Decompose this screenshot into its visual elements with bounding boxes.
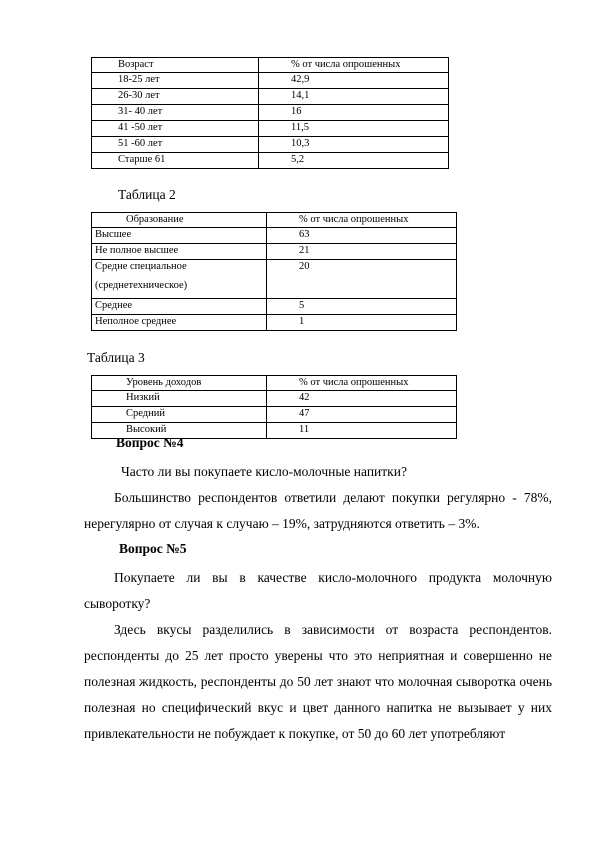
table-cell: 42,9	[259, 73, 449, 89]
table-cell: 5,2	[259, 153, 449, 169]
table-cell: 51 -60 лет	[92, 137, 259, 153]
question-4-text: Часто ли вы покупаете кисло-молочные напитки?	[121, 464, 407, 479]
table-row	[92, 153, 449, 169]
table-cell: 42	[267, 391, 457, 407]
table-row	[92, 137, 449, 153]
table-row	[92, 121, 449, 137]
table-header-cell: Уровень доходов	[92, 376, 267, 391]
table-row	[92, 89, 449, 105]
table-cell: 11	[267, 423, 457, 439]
table-header-cell: Возраст	[92, 58, 259, 73]
question-4-heading: Вопрос №4	[116, 435, 184, 450]
table-header-cell: Образование	[92, 213, 267, 228]
table-cell: Высокий	[92, 423, 267, 439]
table-cell: Неполное среднее	[92, 315, 267, 331]
table-cell: Не полное высшее	[92, 244, 267, 260]
table-cell: 47	[267, 407, 457, 423]
table-cell: Низкий	[92, 391, 267, 407]
question-5-heading: Вопрос №5	[119, 541, 187, 556]
table-row	[92, 73, 449, 89]
table-header-row	[92, 376, 457, 391]
income-table	[91, 375, 457, 439]
table-cell: 26-30 лет	[92, 89, 259, 105]
table-header-row	[92, 213, 457, 228]
table-cell: Старше 61	[92, 153, 259, 169]
table-header-row	[92, 58, 449, 73]
table-cell: 20	[267, 260, 457, 299]
question-5-text: Покупаете ли вы в качестве кисло-молочного продукта молочную сыворотку?	[84, 570, 552, 611]
education-table	[91, 212, 457, 331]
table-cell: 14,1	[259, 89, 449, 105]
table-row	[92, 244, 457, 260]
table-cell: 18-25 лет	[92, 73, 259, 89]
table-cell: 1	[267, 315, 457, 331]
table-cell: 21	[267, 244, 457, 260]
table-row	[92, 105, 449, 121]
age-table	[91, 57, 449, 169]
table-cell: 63	[267, 228, 457, 244]
table-cell: 11,5	[259, 121, 449, 137]
question-4-answer: Большинство респондентов ответили делают покупки регулярно - 78%, нерегулярно от случая к случаю – 19%, затрудняются ответить – 3%.	[84, 490, 552, 531]
table-cell: 10,3	[259, 137, 449, 153]
table-cell: Средне специальное	[92, 260, 267, 280]
table-cell: 5	[267, 299, 457, 315]
table-row	[92, 228, 457, 244]
table-cell: Среднее	[92, 299, 267, 315]
table-row	[92, 260, 457, 280]
table-row	[92, 391, 457, 407]
question-5-answer: Здесь вкусы разделились в зависимости от возраста респондентов. респонденты до 25 лет просто уверены что это неприятная и совершенно не полезная жидкость, респонденты до 50 лет знают что молочная сыворотка очень полезная но специфический вкус и цвет данного напитка не вызывает у них привлекательности не побуждает к покупке, от 50 до 60 лет употребляют	[84, 622, 552, 741]
table-cell: Высшее	[92, 228, 267, 244]
table-row	[92, 315, 457, 331]
table-cell: 41 -50 лет	[92, 121, 259, 137]
table-header-cell: % от числа опрошенных	[259, 58, 449, 73]
table-header-cell: % от числа опрошенных	[267, 213, 457, 228]
table-row	[92, 407, 457, 423]
table-cell: 16	[259, 105, 449, 121]
table-cell: (среднетехническое)	[92, 279, 267, 299]
table-caption: Таблица 3	[87, 350, 145, 365]
table-header-cell: % от числа опрошенных	[267, 376, 457, 391]
table-cell: 31- 40 лет	[92, 105, 259, 121]
table-cell: Средний	[92, 407, 267, 423]
table-caption: Таблица 2	[118, 187, 176, 202]
table-row	[92, 299, 457, 315]
